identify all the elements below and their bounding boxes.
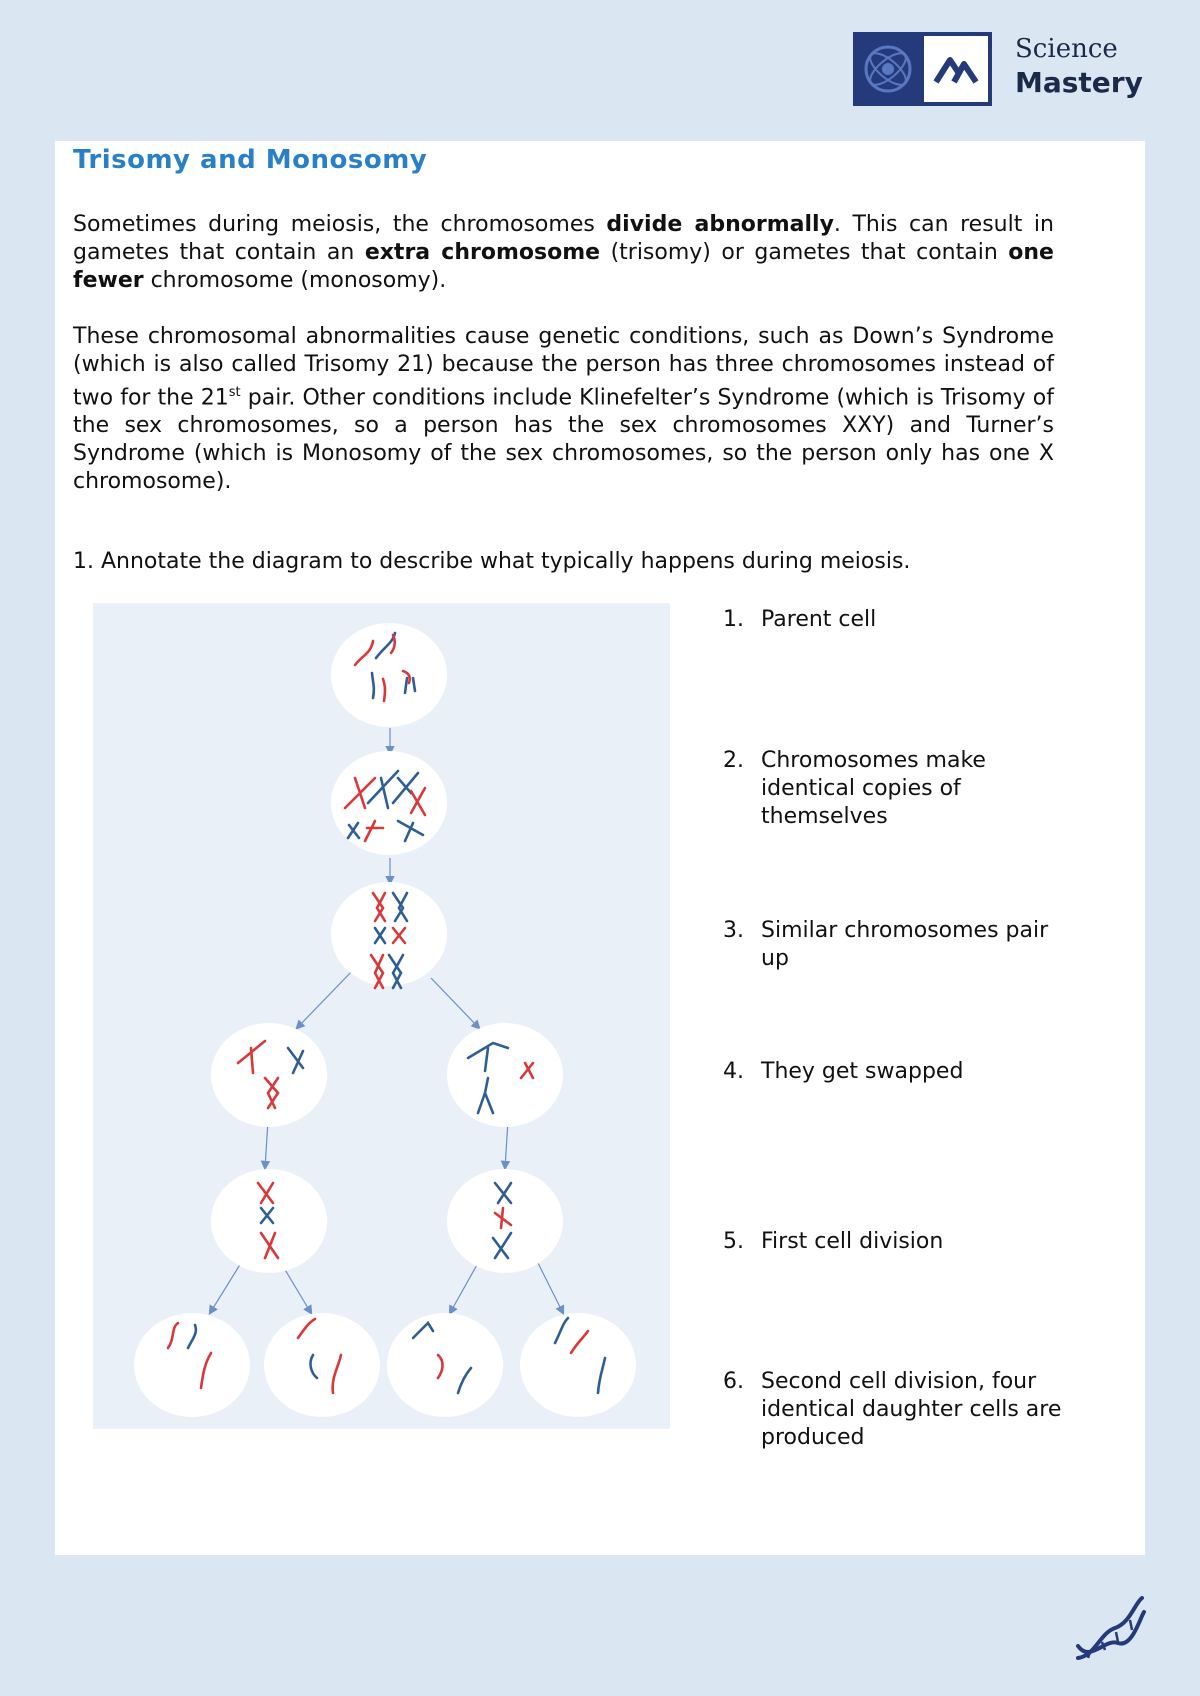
worksheet-card	[55, 141, 1145, 1555]
annotation-4: 4. They get swapped	[723, 1059, 964, 1084]
question-1: 1. Annotate the diagram to describe what typically happens during meiosis.	[73, 549, 911, 574]
logo-mark	[853, 32, 992, 106]
logo-text-science: Science	[1015, 34, 1118, 64]
page-title: Trisomy and Monosomy	[73, 145, 428, 175]
mountain-icon	[924, 36, 988, 102]
meiosis-diagram	[93, 603, 670, 1429]
annotation-5: 5. First cell division	[723, 1229, 944, 1254]
annotation-6: 6. Second cell division, four identical daughter cells are produced	[723, 1369, 1062, 1450]
science-mastery-logo	[853, 32, 1145, 107]
conditions-paragraph: These chromosomal abnormalities cause genetic conditions, such as Down’s Syndrome (which is also called Trisomy 21) because the person has three chromosomes instead of two for the 21st pair. Other conditions include Klinefelter’s Syndrome (which is Trisomy of the sex chromosomes, so a person has the sex chromosomes XXY) and Turner’s Syndrome (which is Monosomy of the sex chromosomes, so the person only has one X chromosome).	[73, 324, 1054, 495]
annotation-2: 2. Chromosomes make identical copies of themselves	[723, 748, 986, 829]
intro-paragraph: Sometimes during meiosis, the chromosomes divide abnormally. This can result in gametes that contain an extra chromosome (trisomy) or gametes that contain one fewer chromosome (monosomy).	[73, 212, 1054, 293]
annotation-1: 1. Parent cell	[723, 607, 877, 632]
dna-icon	[1070, 1588, 1150, 1668]
logo-text-mastery: Mastery	[1015, 66, 1143, 99]
atom-icon	[853, 32, 923, 106]
annotation-3: 3. Similar chromosomes pair up	[723, 918, 1049, 971]
